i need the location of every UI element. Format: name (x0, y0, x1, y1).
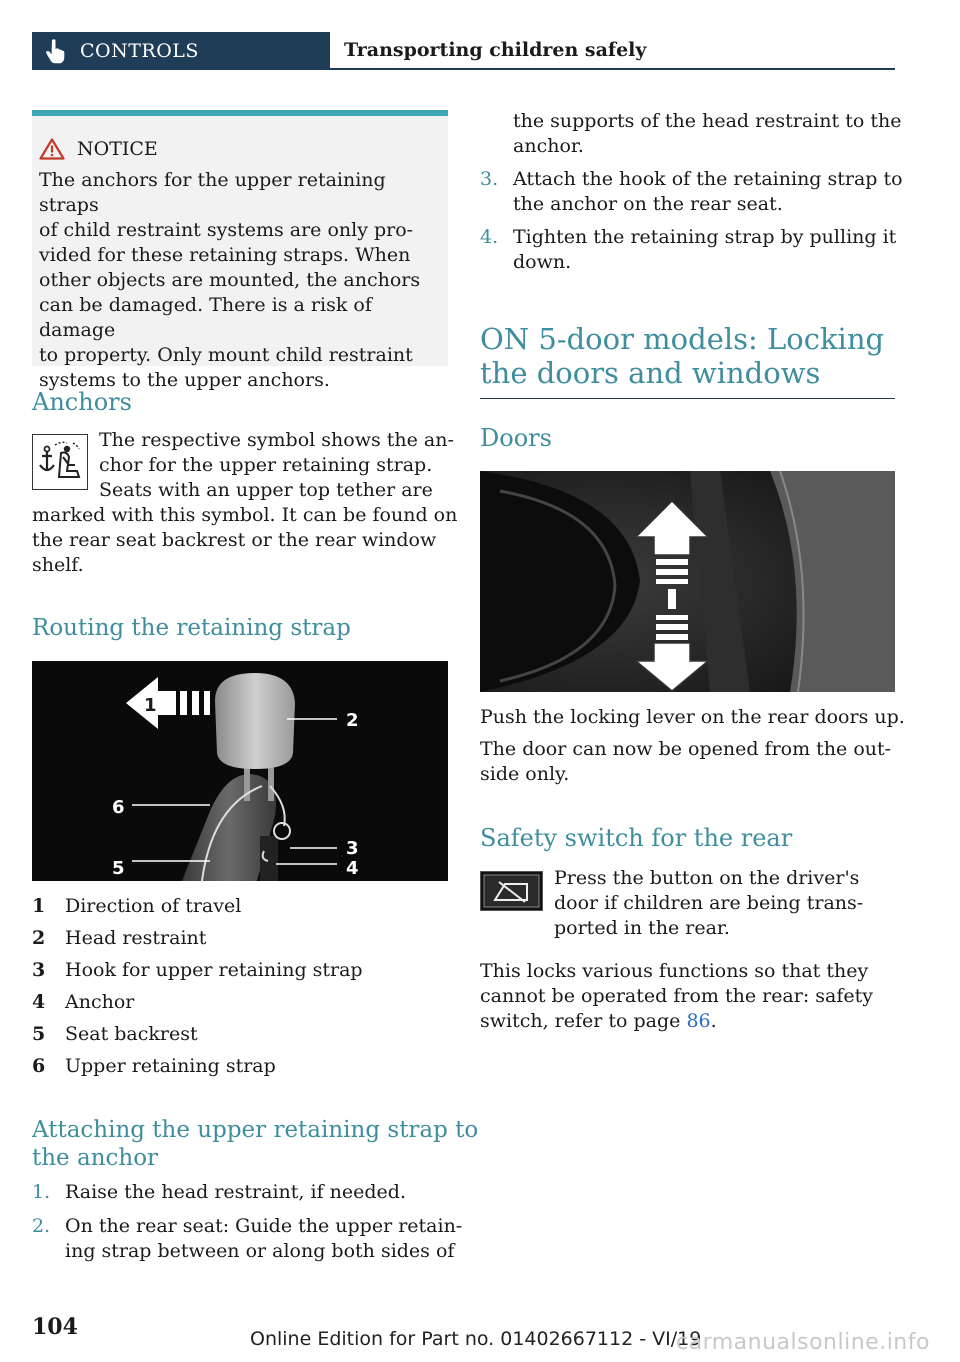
footer-edition: Online Edition for Part no. 01402667112 - VI/19 (250, 1328, 702, 1350)
pointing-hand-icon (44, 38, 66, 64)
header-section: CONTROLS (80, 40, 199, 62)
doors-para-2 (480, 737, 891, 787)
legend-num: 1 (32, 895, 46, 917)
routing-figure (32, 661, 448, 881)
figure-label-4: 4 (346, 858, 359, 879)
notice-line: can be damaged. There is a risk of damage (39, 294, 372, 341)
safety-line: Press the button on the driver's (554, 867, 860, 889)
safety-line: ported in the rear. (554, 917, 730, 939)
legend-item (32, 991, 134, 1013)
routing-heading: Routing the retaining strap (32, 615, 351, 641)
header-section-tab (32, 32, 330, 70)
legend-text: Direction of travel (65, 895, 242, 917)
legend-num: 3 (32, 959, 46, 981)
anchors-line: Seats with an upper top tether are (99, 479, 433, 501)
doors-line: The door can now be opened from the out‐ (480, 738, 892, 760)
figure-label-5: 5 (112, 858, 125, 879)
legend-num: 2 (32, 927, 46, 949)
anchors-line: chor for the upper retaining strap. (99, 454, 433, 476)
legend-item (32, 895, 241, 917)
window-lock-icon (481, 872, 542, 910)
legend-text: Anchor (65, 991, 135, 1013)
safety-text-full (480, 959, 873, 1034)
step-num: 2. (32, 1215, 51, 1237)
notice-heading-row (39, 138, 442, 160)
header-title-bar (330, 32, 895, 70)
safety-text: . (710, 1010, 717, 1032)
legend-num: 4 (32, 991, 46, 1013)
locking-heading (480, 322, 884, 390)
step-line: Raise the head restraint, if needed. (65, 1181, 406, 1203)
step-line: the anchor on the rear seat. (513, 193, 783, 215)
notice-line: vided for these retaining straps. When (39, 244, 411, 266)
step-line: down. (513, 251, 572, 273)
safety-heading: Safety switch for the rear (480, 824, 793, 852)
warning-icon (39, 138, 65, 160)
safety-text-indented (554, 866, 863, 941)
anchors-line: the rear seat backrest or the rear window (32, 529, 437, 551)
attaching-heading (32, 1116, 478, 1172)
figure-label-1: 1 (144, 695, 157, 716)
legend-item (32, 1023, 198, 1045)
step-line: On the rear seat: Guide the upper retain‐ (65, 1215, 463, 1237)
doors-line: side only. (480, 763, 570, 785)
anchors-line: The respective symbol shows the an‐ (99, 429, 454, 451)
page-number: 104 (32, 1314, 78, 1340)
legend-text: Head restraint (65, 927, 207, 949)
safety-text: switch, refer to page (480, 1010, 687, 1032)
section-divider (480, 398, 895, 399)
door-lock-lever-illustration (480, 471, 895, 692)
locking-heading-line: the doors and windows (480, 356, 821, 390)
step-line: Attach the hook of the retaining strap to (513, 168, 903, 190)
anchors-heading: Anchors (32, 388, 132, 416)
step-item (32, 1180, 406, 1205)
legend-item (32, 927, 206, 949)
figure-label-3: 3 (346, 838, 359, 859)
doors-figure (480, 471, 895, 692)
doors-heading: Doors (480, 424, 552, 452)
anchor-symbol-box (32, 434, 88, 490)
step-line: Tighten the retaining strap by pulling it (513, 226, 897, 248)
notice-heading: NOTICE (77, 138, 158, 160)
legend-text: Hook for upper retaining strap (65, 959, 363, 981)
notice-line: other objects are mounted, the anchors (39, 269, 421, 291)
step-num: 1. (32, 1181, 51, 1203)
step-line: the supports of the head restraint to the (513, 110, 902, 132)
attaching-heading-line: the anchor (32, 1145, 159, 1171)
watermark: carmanualsonline.info (676, 1330, 930, 1355)
safety-line: door if children are being trans‐ (554, 892, 864, 914)
anchors-line: marked with this symbol. It can be found on (32, 504, 458, 526)
child-seat-anchor-icon (33, 435, 87, 489)
legend-item (32, 959, 363, 981)
notice-line: systems to the upper anchors. (39, 369, 330, 391)
attaching-heading-line: Attaching the upper retaining strap to (32, 1117, 479, 1143)
legend-num: 6 (32, 1055, 46, 1077)
figure-label-2: 2 (346, 710, 359, 731)
legend-text: Seat backrest (65, 1023, 198, 1045)
step-line: anchor. (513, 135, 584, 157)
anchors-text-indented (99, 428, 454, 503)
doors-para-1: Push the locking lever on the rear doors up. (480, 706, 905, 728)
step-2-continuation (513, 109, 901, 159)
step-num: 3. (480, 168, 499, 190)
notice-text (39, 168, 442, 393)
step-num: 4. (480, 226, 499, 248)
legend-num: 5 (32, 1023, 46, 1045)
safety-line: cannot be operated from the rear: safety (480, 985, 874, 1007)
locking-heading-line: ON 5-door models: Locking (480, 322, 885, 356)
notice-box (32, 110, 448, 391)
step-item (480, 225, 896, 275)
step-item (480, 167, 903, 217)
safety-switch-symbol (480, 871, 543, 911)
anchors-text-full (32, 503, 457, 578)
anchors-line: shelf. (32, 554, 84, 576)
legend-item (32, 1055, 276, 1077)
legend-text: Upper retaining strap (65, 1055, 276, 1077)
step-item (32, 1214, 462, 1264)
page-reference-link[interactable]: 86 (686, 1010, 711, 1032)
step-line: ing strap between or along both sides of (65, 1240, 455, 1262)
safety-line (480, 1009, 873, 1034)
notice-line: to property. Only mount child restraint (39, 344, 413, 366)
header-title: Transporting children safely (344, 39, 647, 61)
safety-line: This locks various functions so that they (480, 960, 869, 982)
notice-line: The anchors for the upper retaining straps (39, 169, 386, 216)
figure-label-6: 6 (112, 797, 125, 818)
notice-line: of child restraint systems are only pro‐ (39, 219, 414, 241)
headrest-strap-illustration (32, 661, 448, 881)
